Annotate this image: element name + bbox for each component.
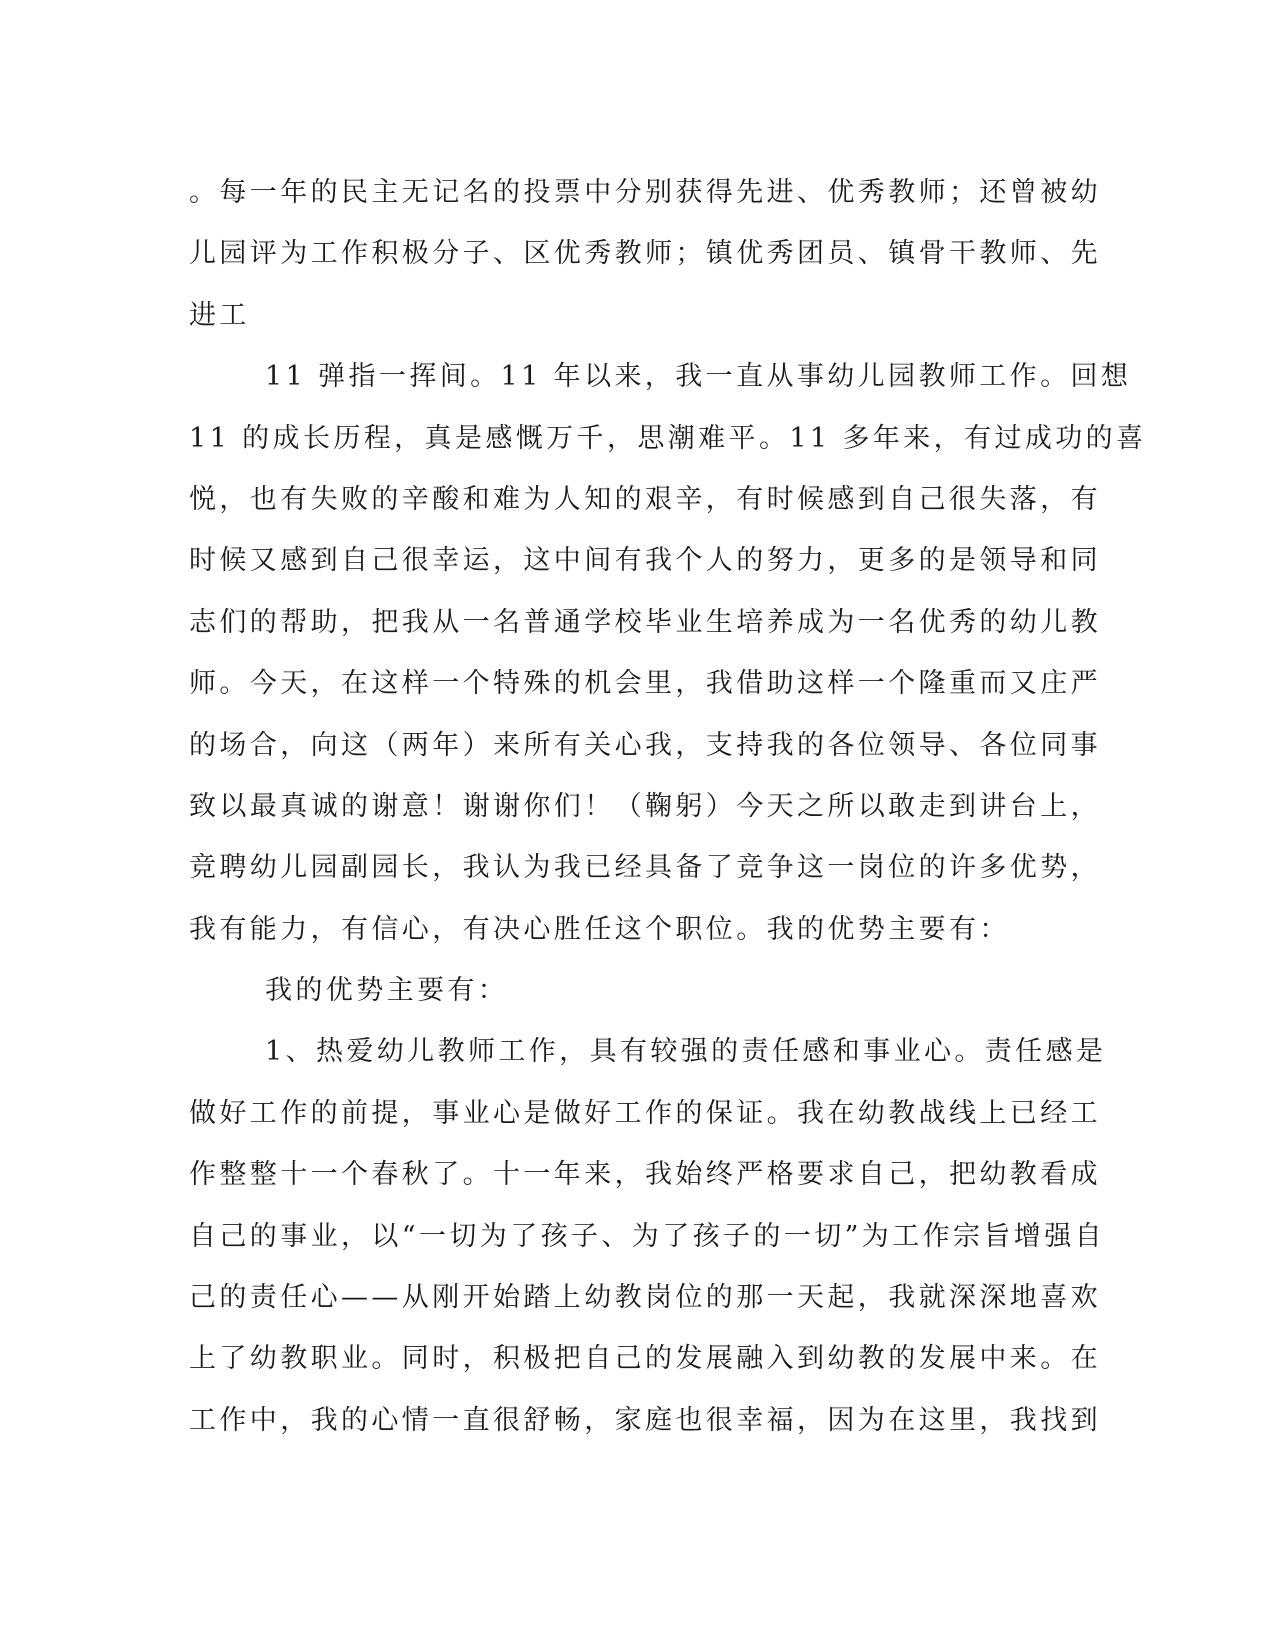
paragraph-4 [189,1021,1107,1451]
text-line: 上了幼教职业。同时，积极把自己的发展融入到幼教的发展中来。在 [189,1343,1101,1375]
text-line: 悦，也有失败的辛酸和难为人知的艰辛，有时候感到自己很失落，有 [189,483,1101,515]
text-line: 进工 [189,299,250,331]
text-line: 己的责任心——从刚开始踏上幼教岗位的那一天起，我就深深地喜欢 [189,1282,1101,1314]
text-line: 志们的帮助，把我从一名普通学校毕业生培养成为一名优秀的幼儿教 [189,606,1101,638]
text-line: 致以最真诚的谢意！谢谢你们！（鞠躬）今天之所以敢走到讲台上， [189,790,1101,822]
text-line: 。每一年的民主无记名的投票中分别获得先进、优秀教师；还曾被幼 [189,177,1101,208]
text-line: 工作中，我的心情一直很舒畅，家庭也很幸福，因为在这里，我找到 [189,1404,1101,1436]
text-line: 1、热爱幼儿教师工作，具有较强的责任感和事业心。责任感是 [265,1036,1107,1068]
text-line: 时候又感到自己很幸运，这中间有我个人的努力，更多的是领导和同 [189,545,1101,577]
text-line: 作整整十一个春秋了。十一年来，我始终严格要求自己，把幼教看成 [189,1159,1101,1191]
text-line: 自己的事业，以“一切为了孩子、为了孩子的一切”为工作宗旨增强自 [189,1220,1106,1252]
text-line: 的场合，向这（两年）来所有关心我，支持我的各位领导、各位同事 [189,729,1101,761]
paragraph-1 [189,162,1101,346]
text-line: 儿园评为工作积极分子、区优秀教师；镇优秀团员、镇骨干教师、先 [189,238,1101,270]
text-line: 师。今天，在这样一个特殊的机会里，我借助这样一个隆重而又庄严 [189,668,1101,700]
document-body [189,162,1147,1451]
paragraph-3 [189,960,1069,1021]
text-line: 我的优势主要有： [265,975,509,1007]
text-line: 做好工作的前提，事业心是做好工作的保证。我在幼教战线上已经工 [189,1097,1101,1129]
text-line: 11 的成长历程，真是感慨万千，思潮难平。11 多年来，有过成功的喜 [189,422,1147,454]
paragraph-2 [189,346,1147,960]
text-line: 11 弹指一挥间。11 年以来，我一直从事幼儿园教师工作。回想 [265,361,1132,393]
text-line: 竞聘幼儿园副园长，我认为我已经具备了竞争这一岗位的许多优势， [189,852,1101,884]
text-line: 我有能力，有信心，有决心胜任这个职位。我的优势主要有： [189,913,1010,945]
